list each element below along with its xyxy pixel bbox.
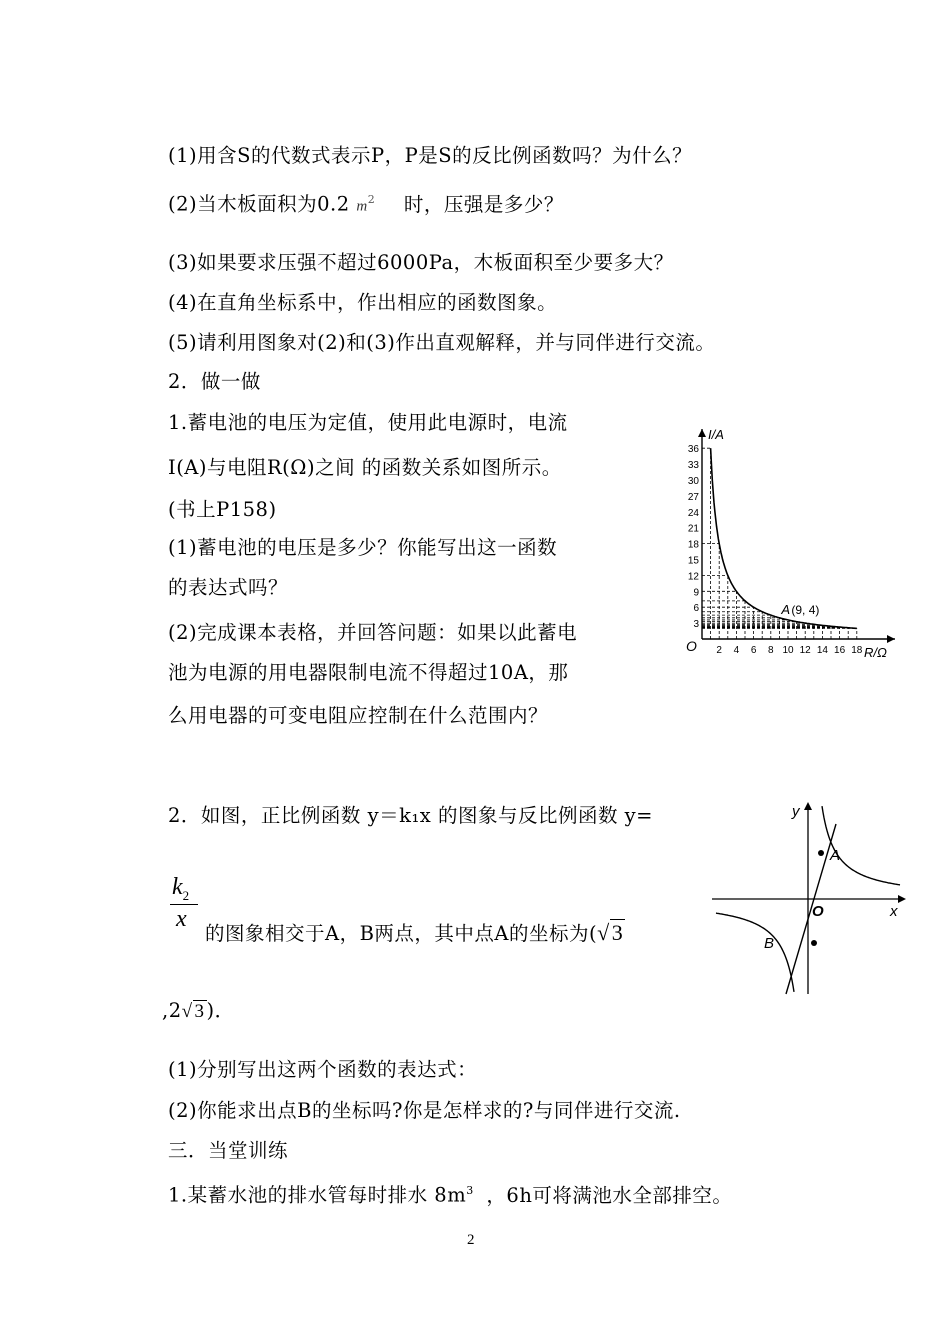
example-2-line-1: 2．如图，正比例函数 y＝k₁x 的图象与反比例函数 y= — [168, 804, 654, 827]
fraction-denominator: x — [176, 906, 187, 932]
graph2-y-label: y — [792, 803, 800, 820]
graph1-y-tick-label: 12 — [687, 571, 699, 583]
graph1-x-tick-label: 6 — [750, 645, 757, 656]
graph1-point-coords: (9, 4) — [791, 602, 820, 617]
graph1-x-tick-label: 8 — [768, 645, 774, 656]
problem-1-line-6: (2)完成课本表格，并回答问题：如果以此蓄电 — [168, 621, 578, 644]
problem-1-line-5: 的表达式吗？ — [168, 576, 289, 599]
graph1-y-tick-label: 27 — [687, 491, 699, 503]
unit-exponent: 2 — [367, 193, 376, 206]
problem-1-line-3: (书上P158) — [168, 498, 277, 521]
sub-question-1: (1)分别写出这两个函数的表达式： — [168, 1058, 478, 1081]
graph2-point-a-dot — [818, 850, 824, 856]
fraction-bar — [170, 904, 198, 905]
graph1-y-arrow — [698, 429, 706, 437]
graph2-y-arrow — [804, 802, 812, 810]
example-2-line-3-suffix: )． — [206, 999, 235, 1022]
problem-1-line-2: I(A)与电阻R(Ω)之间 的函数关系如图所示。 — [168, 456, 562, 479]
sub-question-2: (2)你能求出点B的坐标吗?你是怎样求的?与同伴进行交流. — [168, 1099, 681, 1122]
sqrt-3-second: √ 3 — [181, 1001, 205, 1022]
section-3-heading: 三．当堂训练 — [168, 1139, 289, 1162]
example-2-line-2-text: 的图象相交于A，B两点，其中点A的坐标为( — [205, 922, 598, 945]
problem-1-line-1: 1.蓄电池的电压为定值，使用此电源时，电流 — [168, 411, 568, 434]
graph1-y-tick-label: 6 — [693, 603, 699, 615]
sqrt-3: √3 — [597, 920, 624, 945]
current-resistance-graph — [680, 425, 905, 665]
graph1-x-tick-label: 14 — [816, 645, 828, 656]
graph1-y-tick-label: 15 — [687, 555, 699, 567]
problem-1-line-4: (1)蓄电池的电压是多少？你能写出这一函数 — [168, 536, 558, 559]
intersection-graph — [708, 798, 918, 998]
graph2-hyperbola-branch-3 — [716, 913, 794, 992]
section-2-heading: 2．做一做 — [168, 370, 261, 393]
graph1-y-tick-label: 24 — [687, 507, 699, 519]
graph1-dashed-grid — [702, 448, 857, 639]
graph1-x-label: R/Ω — [864, 645, 887, 660]
graph1-x-tick-label: 4 — [733, 645, 740, 656]
problem-1-line-7: 池为电源的用电器限制电流不得超过10A，那 — [168, 661, 569, 684]
graph2-point-b-label: B — [764, 935, 775, 952]
training-1-exponent: 3 — [466, 1184, 474, 1197]
question-4: (4)在直角坐标系中，作出相应的函数图象。 — [168, 291, 558, 314]
graph1-point-label: A — [781, 601, 791, 617]
graph1-y-tick-label: 3 — [693, 619, 699, 631]
question-2 — [168, 187, 564, 220]
question-2-text: (2)当木板面积为0.2 — [168, 192, 357, 216]
graph1-origin: O — [686, 638, 697, 654]
graph1-y-ticks — [688, 444, 700, 630]
fraction-numerator: $k_2$ — [172, 874, 190, 903]
question-1: (1)用含S的代数式表示P，P是S的反比例函数吗？为什么？ — [168, 144, 693, 167]
training-1-tail: ，6h可将满池水全部排空。 — [486, 1183, 733, 1207]
training-1-text: 1.某蓄水池的排水管每时排水 8m — [168, 1183, 467, 1207]
graph2-point-a-label: A — [830, 847, 841, 864]
question-3: (3)如果要求压强不超过6000Pa，木板面积至少要多大？ — [168, 251, 674, 274]
graph2-origin: O — [812, 903, 824, 920]
problem-1-line-8: 么用电器的可变电阻应控制在什么范围内？ — [168, 704, 549, 727]
graph1-y-tick-label: 30 — [687, 476, 699, 487]
question-2-tail: 时，压强是多少？ — [403, 192, 564, 216]
example-2-line-3-prefix: ,2 — [162, 999, 182, 1022]
graph2-point-b-dot — [811, 940, 817, 946]
graph1-y-tick-label: 9 — [693, 587, 699, 599]
graph1-y-label: I/A — [708, 427, 724, 442]
unit-m: m — [356, 198, 368, 215]
example-2-line-3 — [162, 998, 235, 1025]
graph1-x-tick-label: 10 — [782, 645, 794, 656]
graph1-y-tick-label: 36 — [687, 444, 699, 456]
fraction-k2-over-x — [170, 874, 200, 936]
graph1-x-tick-label: 18 — [851, 645, 863, 656]
graph1-x-tick-label: 12 — [799, 645, 811, 656]
training-1 — [168, 1178, 732, 1209]
graph2-x-arrow — [898, 895, 906, 903]
graph2-line — [786, 824, 836, 994]
graph1-x-tick-label: 2 — [716, 645, 722, 656]
graph2-hyperbola-branch-1 — [822, 806, 900, 885]
page-number: 2 — [467, 1232, 475, 1248]
graph2-x-label: x — [890, 903, 898, 920]
graph1-y-tick-label: 33 — [687, 460, 699, 472]
question-5: (5)请利用图象对(2)和(3)作出直观解释，并与同伴进行交流。 — [168, 331, 716, 354]
graph1-y-tick-label: 18 — [687, 539, 699, 551]
graph1-x-ticks — [716, 645, 862, 656]
graph1-x-arrow — [887, 635, 895, 643]
example-2-line-2 — [205, 920, 625, 947]
graph1-y-tick-label: 21 — [687, 523, 699, 535]
graph1-x-tick-label: 16 — [834, 645, 846, 656]
